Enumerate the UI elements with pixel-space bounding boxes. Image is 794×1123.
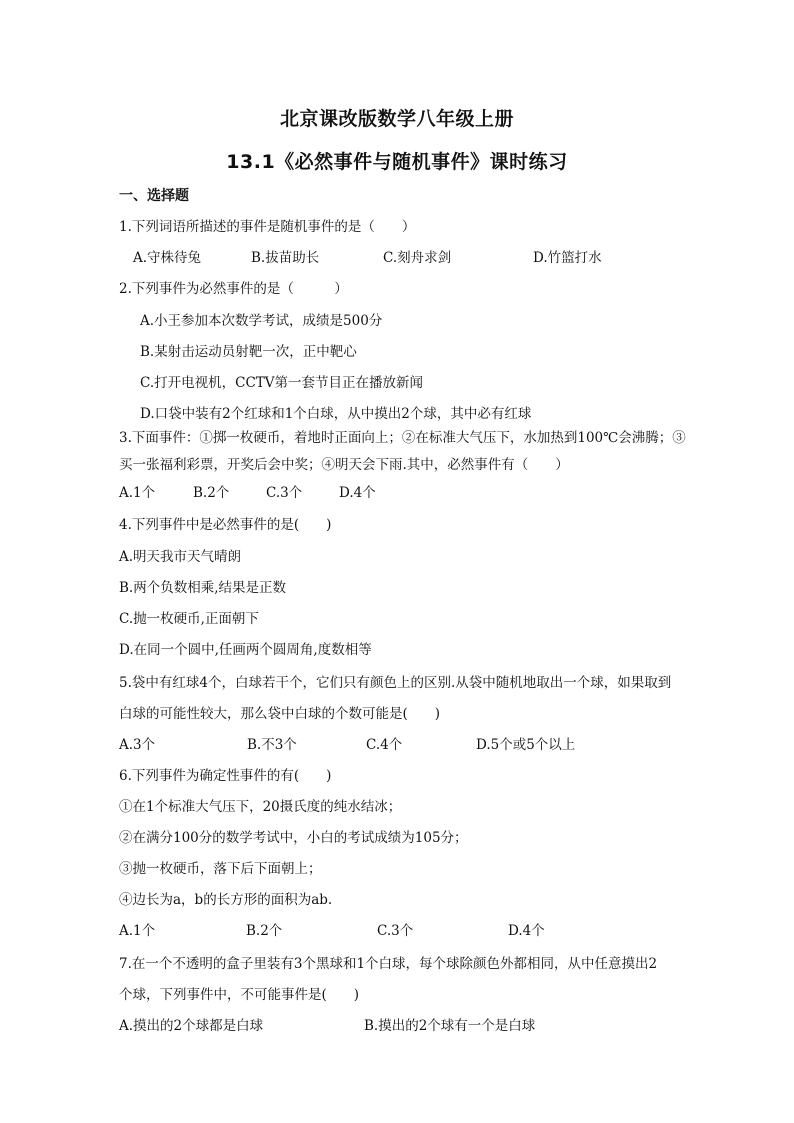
question-7-stem-line-2: 个球，下列事件中，不可能事件是( ) [119,987,360,1003]
question-2-option-a: A.小王参加本次数学考试，成绩是500分 [140,313,383,329]
question-6-option-a: A.1个 [119,923,156,939]
question-5-option-b: B.不3个 [247,737,297,753]
question-3-option-b: B.2个 [193,485,230,501]
question-1-stem: 1.下列词语所描述的事件是随机事件的是（ ） [119,219,416,235]
question-1-option-a: A.守株待兔 [133,250,202,266]
question-1-option-c: C.刻舟求剑 [383,250,452,266]
question-4-option-d: D.在同一个圆中,任画两个圆周角,度数相等 [119,642,372,658]
question-3-option-a: A.1个 [119,485,156,501]
question-3-stem-line-2: 买一张福利彩票，开奖后会中奖；④明天会下雨.其中，必然事件有（ ） [119,457,569,473]
question-7-option-a: A.摸出的2个球都是白球 [119,1018,264,1034]
question-4-stem: 4.下列事件中是必然事件的是( ) [119,517,332,533]
question-2-option-b: B.某射击运动员射靶一次，正中靶心 [140,344,357,360]
question-5-stem-line-2: 白球的可能性较大，那么袋中白球的个数可能是( ) [119,706,441,722]
question-1-option-b: B.拔苗助长 [251,250,320,266]
document-subtitle: 13.1《必然事件与随机事件》课时练习 [226,151,568,173]
question-5-option-a: A.3个 [119,737,156,753]
question-2-option-d: D.口袋中装有2个红球和1个白球，从中摸出2个球，其中必有红球 [140,406,532,422]
question-6-stem: 6.下列事件为确定性事件的有( ) [119,768,332,784]
question-6-item-2: ②在满分100分的数学考试中，小白的考试成绩为105分； [119,830,468,846]
question-5-option-c: C.4个 [366,737,403,753]
document-title: 北京课改版数学八年级上册 [279,108,514,130]
question-4-option-b: B.两个负数相乘,结果是正数 [119,580,287,596]
question-6-item-4: ④边长为a，b的长方形的面积为ab. [119,892,333,908]
question-3-option-c: C.3个 [266,485,303,501]
question-6-option-d: D.4个 [508,923,545,939]
question-7-option-b: B.摸出的2个球有一个是白球 [364,1018,536,1034]
question-6-item-1: ①在1个标准大气压下，20摄氏度的纯水结冰； [119,799,402,815]
question-3-option-d: D.4个 [339,485,376,501]
question-6-option-c: C.3个 [377,923,414,939]
question-3-stem-line-1: 3.下面事件：①掷一枚硬币，着地时正面向上；②在标准大气压下，水加热到100℃会沸腾；③ [119,430,686,446]
question-2-option-c: C.打开电视机，CCTV第一套节目正在播放新闻 [140,375,424,391]
question-2-stem: 2.下列事件为必然事件的是（ ） [119,281,348,297]
question-7-stem-line-1: 7.在一个不透明的盒子里装有3个黑球和1个白球，每个球除颜色外都相同，从中任意摸出2 [119,956,658,972]
question-4-option-a: A.明天我市天气晴朗 [119,549,242,565]
section-heading: 一、选择题 [119,188,189,204]
question-6-option-b: B.2个 [246,923,283,939]
question-4-option-c: C.抛一枚硬币,正面朝下 [119,611,259,627]
question-6-item-3: ③抛一枚硬币，落下后下面朝上； [119,861,322,877]
question-1-option-d: D.竹篮打水 [533,250,602,266]
question-5-stem-line-1: 5.袋中有红球4个，白球若干个，它们只有颜色上的区别.从袋中随机地取出一个球，如果取到 [119,675,672,691]
question-5-option-d: D.5个或5个以上 [476,737,576,753]
